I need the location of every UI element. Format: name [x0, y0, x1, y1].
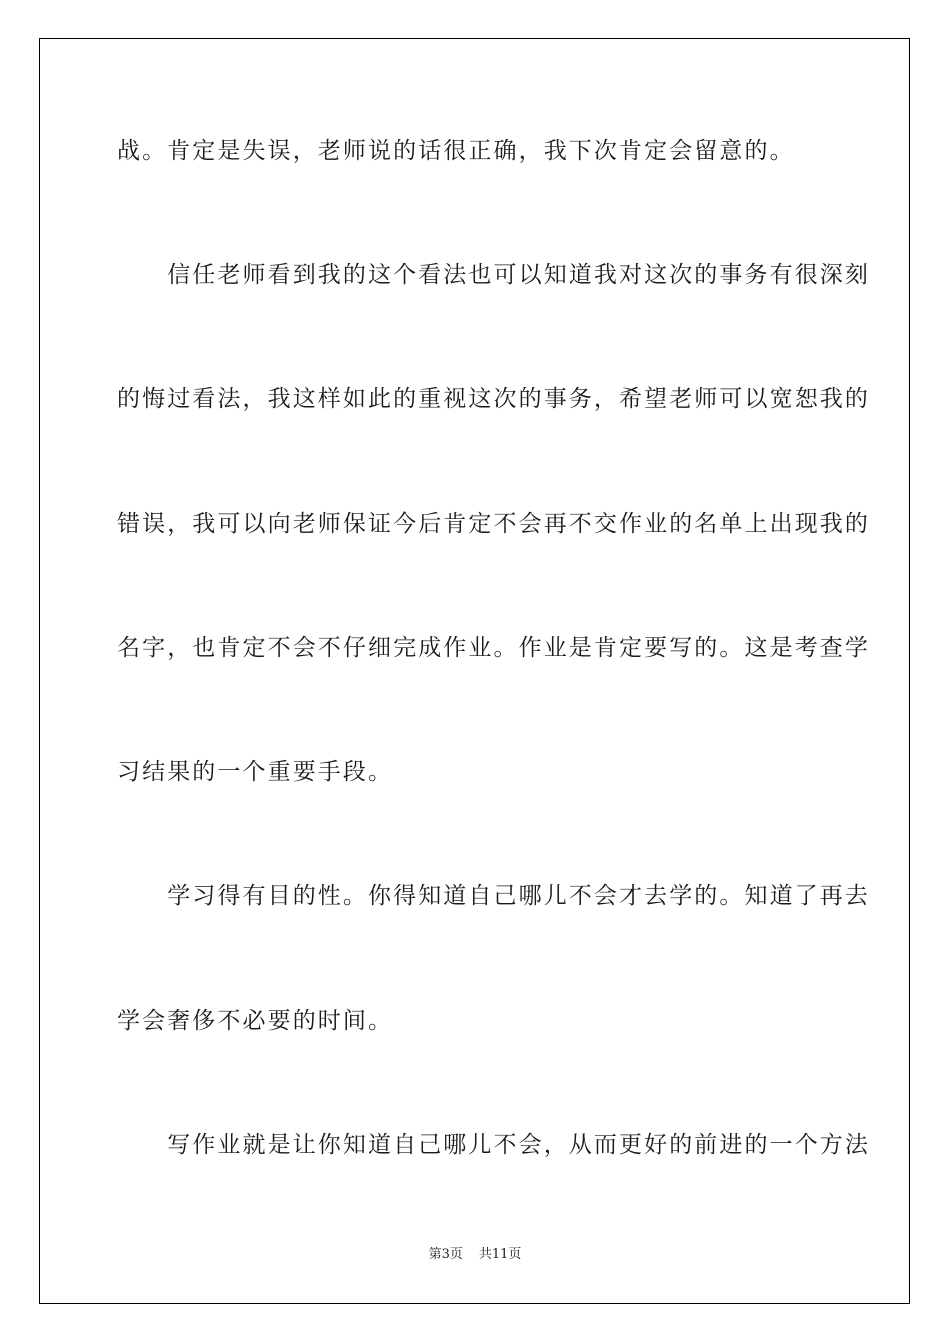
text-line: 学会奢侈不必要的时间。 [117, 1008, 394, 1034]
text-line: 写作业就是让你知道自己哪儿不会，从而更好的前进的一个方法 [117, 1132, 870, 1158]
text-line: 战。肯定是失误，老师说的话很正确，我下次肯定会留意的。 [117, 138, 795, 164]
text-line: 错误，我可以向老师保证今后肯定不会再不交作业的名单上出现我的 [117, 511, 870, 537]
text-line: 信任老师看到我的这个看法也可以知道我对这次的事务有很深刻 [117, 262, 870, 288]
page-border [39, 38, 910, 1304]
page-footer [0, 1246, 950, 1264]
text-line: 学习得有目的性。你得知道自己哪儿不会才去学的。知道了再去 [117, 883, 870, 909]
page-total: 共11页 [478, 1247, 522, 1262]
text-line: 的悔过看法，我这样如此的重视这次的事务，希望老师可以宽恕我的 [117, 386, 870, 412]
page-number: 第3页 [428, 1247, 463, 1262]
text-line: 名字，也肯定不会不仔细完成作业。作业是肯定要写的。这是考查学 [117, 635, 870, 661]
text-line: 习结果的一个重要手段。 [117, 759, 394, 785]
